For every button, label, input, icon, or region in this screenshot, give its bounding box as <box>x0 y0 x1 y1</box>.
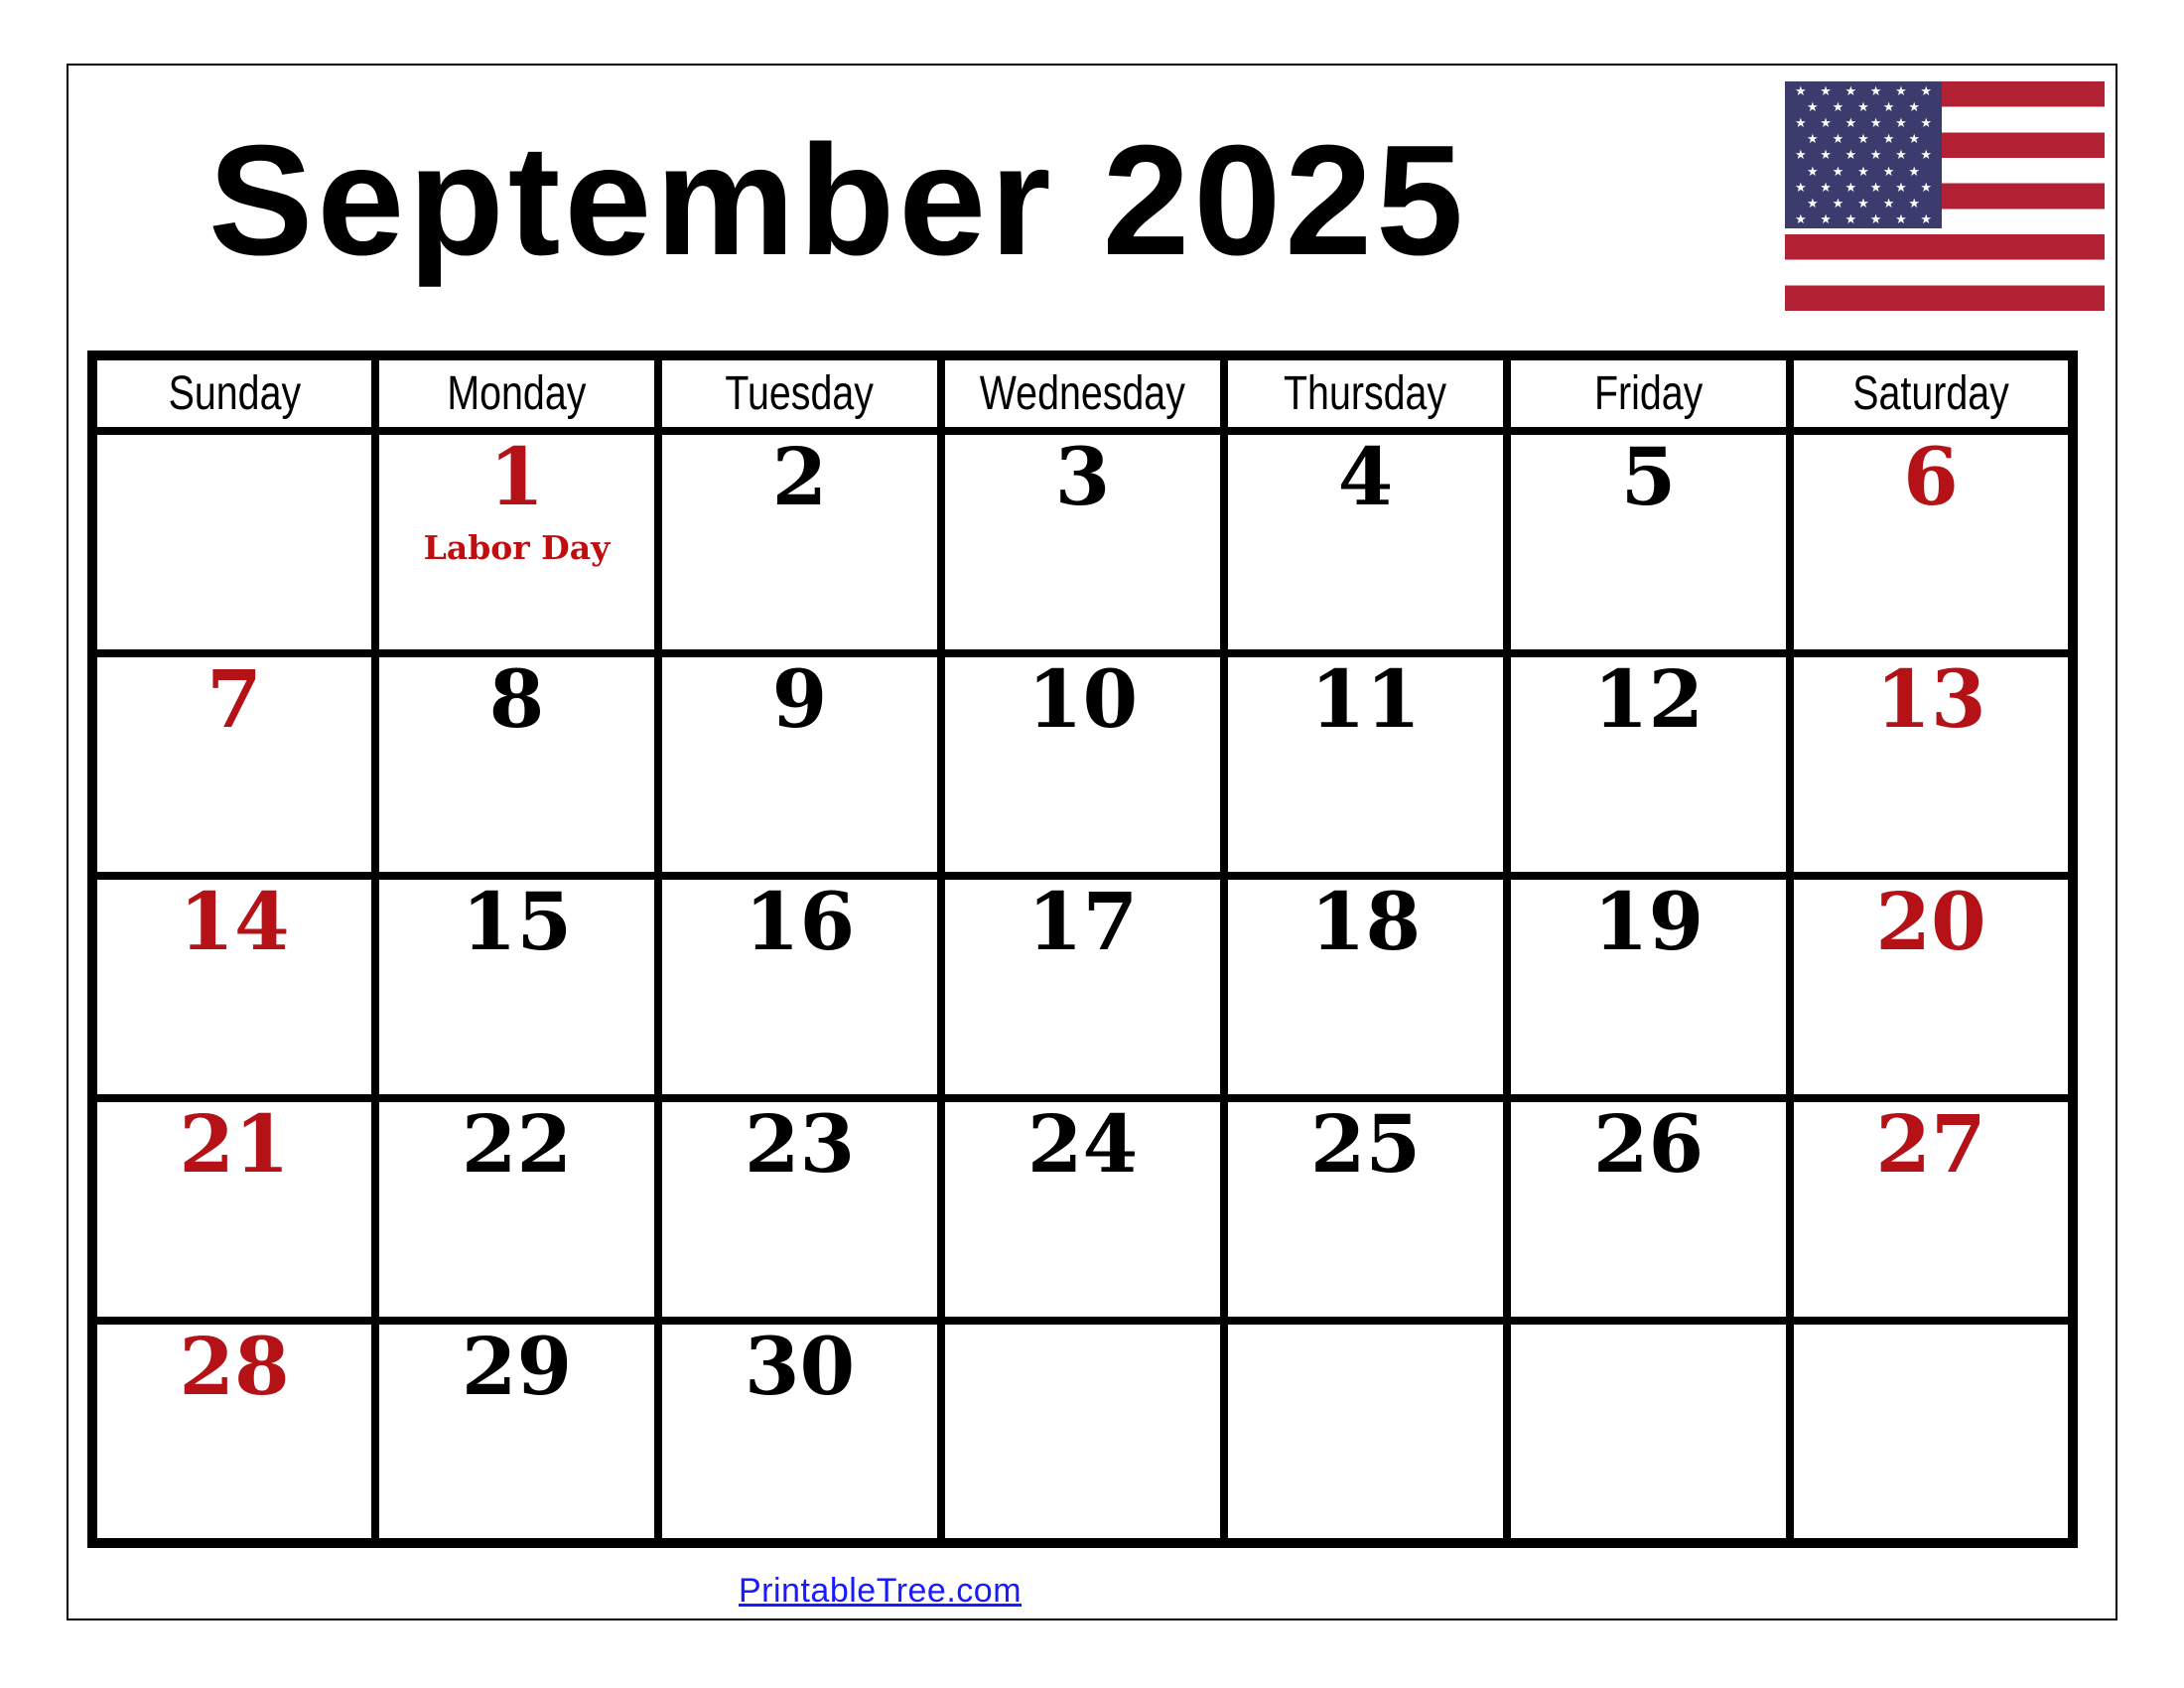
star-icon: ★ <box>1857 99 1869 115</box>
day-number: 16 <box>744 875 856 968</box>
us-flag-icon <box>1785 81 2105 311</box>
day-number: 24 <box>1026 1097 1139 1191</box>
holiday-label: Labor Day <box>423 528 611 567</box>
day-cell-30 <box>658 1321 941 1543</box>
star-icon: ★ <box>1807 131 1819 147</box>
day-number: 7 <box>206 652 262 746</box>
day-cell-empty <box>1224 1321 1507 1543</box>
star-icon: ★ <box>1908 131 1920 147</box>
day-number: 25 <box>1309 1097 1422 1191</box>
star-icon: ★ <box>1795 179 1807 195</box>
weekday-header-row <box>92 355 2073 431</box>
star-icon: ★ <box>1807 163 1819 179</box>
calendar-week-row <box>92 1321 2073 1543</box>
flag-star-row <box>1785 132 1942 145</box>
star-icon: ★ <box>1882 131 1895 147</box>
star-icon: ★ <box>1908 163 1920 179</box>
day-cell-21 <box>92 1098 375 1321</box>
star-icon: ★ <box>1869 211 1882 226</box>
day-cell-11 <box>1224 653 1507 876</box>
day-number: 14 <box>179 875 290 968</box>
day-number: 28 <box>179 1320 290 1413</box>
flag-star-row <box>1785 116 1942 129</box>
day-cell-28 <box>92 1321 375 1543</box>
day-number: 1 <box>488 430 545 523</box>
day-cell-23 <box>658 1098 941 1321</box>
weekday-header-saturday <box>1790 355 2073 431</box>
weekday-label: Friday <box>1593 367 1704 420</box>
star-icon: ★ <box>1795 211 1807 226</box>
day-cell-9 <box>658 653 941 876</box>
weekday-label: Tuesday <box>725 367 875 420</box>
star-icon: ★ <box>1844 83 1857 99</box>
day-cell-8 <box>375 653 658 876</box>
star-icon: ★ <box>1920 83 1932 99</box>
star-icon: ★ <box>1832 195 1844 211</box>
footer-link[interactable]: PrintableTree.com <box>739 1572 1023 1610</box>
day-cell-empty <box>1790 1321 2073 1543</box>
weekday-label: Sunday <box>168 367 301 420</box>
flag-star-row <box>1785 212 1942 225</box>
day-number: 11 <box>1309 652 1422 746</box>
star-icon: ★ <box>1882 99 1895 115</box>
star-icon: ★ <box>1795 83 1807 99</box>
star-icon: ★ <box>1820 83 1832 99</box>
day-cell-24 <box>941 1098 1224 1321</box>
star-icon: ★ <box>1844 147 1857 163</box>
day-cell-empty <box>1507 1321 1790 1543</box>
day-number: 5 <box>1620 430 1677 523</box>
day-cell-2 <box>658 431 941 653</box>
star-icon: ★ <box>1807 195 1819 211</box>
day-cell-29 <box>375 1321 658 1543</box>
day-cell-empty <box>941 1321 1224 1543</box>
day-cell-14 <box>92 876 375 1098</box>
weekday-header-sunday <box>92 355 375 431</box>
calendar-week-row <box>92 1098 2073 1321</box>
star-icon: ★ <box>1895 147 1907 163</box>
flag-star-row <box>1785 197 1942 210</box>
page-title: September 2025 <box>208 113 1468 288</box>
weekday-header-thursday <box>1224 355 1507 431</box>
day-number: 30 <box>744 1320 856 1413</box>
day-cell-empty <box>92 431 375 653</box>
weekday-label: Monday <box>447 367 587 420</box>
star-icon: ★ <box>1857 195 1869 211</box>
star-icon: ★ <box>1869 179 1882 195</box>
weekday-header-tuesday <box>658 355 941 431</box>
star-icon: ★ <box>1844 115 1857 131</box>
day-cell-6 <box>1790 431 2073 653</box>
star-icon: ★ <box>1895 83 1907 99</box>
calendar-table <box>87 351 2078 1548</box>
star-icon: ★ <box>1920 179 1932 195</box>
day-cell-18 <box>1224 876 1507 1098</box>
flag-star-row <box>1785 148 1942 161</box>
star-icon: ★ <box>1820 115 1832 131</box>
day-cell-10 <box>941 653 1224 876</box>
day-number: 9 <box>771 652 828 746</box>
flag-star-row <box>1785 165 1942 178</box>
day-number: 26 <box>1592 1097 1705 1191</box>
day-cell-20 <box>1790 876 2073 1098</box>
star-icon: ★ <box>1820 179 1832 195</box>
day-cell-27 <box>1790 1098 2073 1321</box>
day-number: 3 <box>1054 430 1111 523</box>
flag-canton <box>1785 81 1942 228</box>
flag-star-row <box>1785 100 1942 113</box>
day-cell-22 <box>375 1098 658 1321</box>
weekday-header-wednesday <box>941 355 1224 431</box>
day-number: 27 <box>1875 1097 1986 1191</box>
day-number: 6 <box>1903 430 1959 523</box>
calendar-week-row <box>92 876 2073 1098</box>
day-number: 22 <box>461 1097 573 1191</box>
day-cell-26 <box>1507 1098 1790 1321</box>
day-number: 17 <box>1026 875 1139 968</box>
star-icon: ★ <box>1857 163 1869 179</box>
day-cell-12 <box>1507 653 1790 876</box>
star-icon: ★ <box>1807 99 1819 115</box>
star-icon: ★ <box>1920 147 1932 163</box>
star-icon: ★ <box>1832 131 1844 147</box>
day-number: 13 <box>1875 652 1986 746</box>
calendar-week-row <box>92 653 2073 876</box>
star-icon: ★ <box>1869 147 1882 163</box>
day-number: 21 <box>179 1097 290 1191</box>
day-cell-16 <box>658 876 941 1098</box>
weekday-label: Wednesday <box>979 367 1186 420</box>
calendar-body <box>92 431 2073 1543</box>
star-icon: ★ <box>1882 163 1895 179</box>
day-cell-3 <box>941 431 1224 653</box>
calendar-week-row <box>92 431 2073 653</box>
day-number: 23 <box>744 1097 856 1191</box>
day-number: 8 <box>488 652 545 746</box>
weekday-header-friday <box>1507 355 1790 431</box>
star-icon: ★ <box>1920 115 1932 131</box>
day-cell-13 <box>1790 653 2073 876</box>
day-cell-4 <box>1224 431 1507 653</box>
star-icon: ★ <box>1844 211 1857 226</box>
day-number: 20 <box>1875 875 1986 968</box>
day-number: 10 <box>1026 652 1139 746</box>
day-number: 19 <box>1592 875 1705 968</box>
star-icon: ★ <box>1895 179 1907 195</box>
star-icon: ★ <box>1795 147 1807 163</box>
weekday-label: Saturday <box>1852 367 2009 420</box>
star-icon: ★ <box>1895 115 1907 131</box>
day-number: 2 <box>771 430 828 523</box>
day-number: 15 <box>461 875 573 968</box>
day-cell-25 <box>1224 1098 1507 1321</box>
weekday-label: Thursday <box>1284 367 1447 420</box>
star-icon: ★ <box>1857 131 1869 147</box>
star-icon: ★ <box>1832 163 1844 179</box>
day-number: 12 <box>1592 652 1705 746</box>
star-icon: ★ <box>1844 179 1857 195</box>
star-icon: ★ <box>1795 115 1807 131</box>
star-icon: ★ <box>1882 195 1895 211</box>
day-cell-17 <box>941 876 1224 1098</box>
day-number: 18 <box>1309 875 1422 968</box>
day-cell-5 <box>1507 431 1790 653</box>
star-icon: ★ <box>1908 195 1920 211</box>
day-cell-19 <box>1507 876 1790 1098</box>
star-icon: ★ <box>1920 211 1932 226</box>
weekday-header-monday <box>375 355 658 431</box>
star-icon: ★ <box>1869 83 1882 99</box>
day-cell-15 <box>375 876 658 1098</box>
day-number: 4 <box>1337 430 1394 523</box>
star-icon: ★ <box>1908 99 1920 115</box>
star-icon: ★ <box>1832 99 1844 115</box>
star-icon: ★ <box>1820 147 1832 163</box>
star-icon: ★ <box>1820 211 1832 226</box>
flag-star-row <box>1785 84 1942 97</box>
day-cell-7 <box>92 653 375 876</box>
flag-star-row <box>1785 181 1942 194</box>
star-icon: ★ <box>1895 211 1907 226</box>
day-cell-1 <box>375 431 658 653</box>
star-icon: ★ <box>1869 115 1882 131</box>
day-number: 29 <box>461 1320 573 1413</box>
